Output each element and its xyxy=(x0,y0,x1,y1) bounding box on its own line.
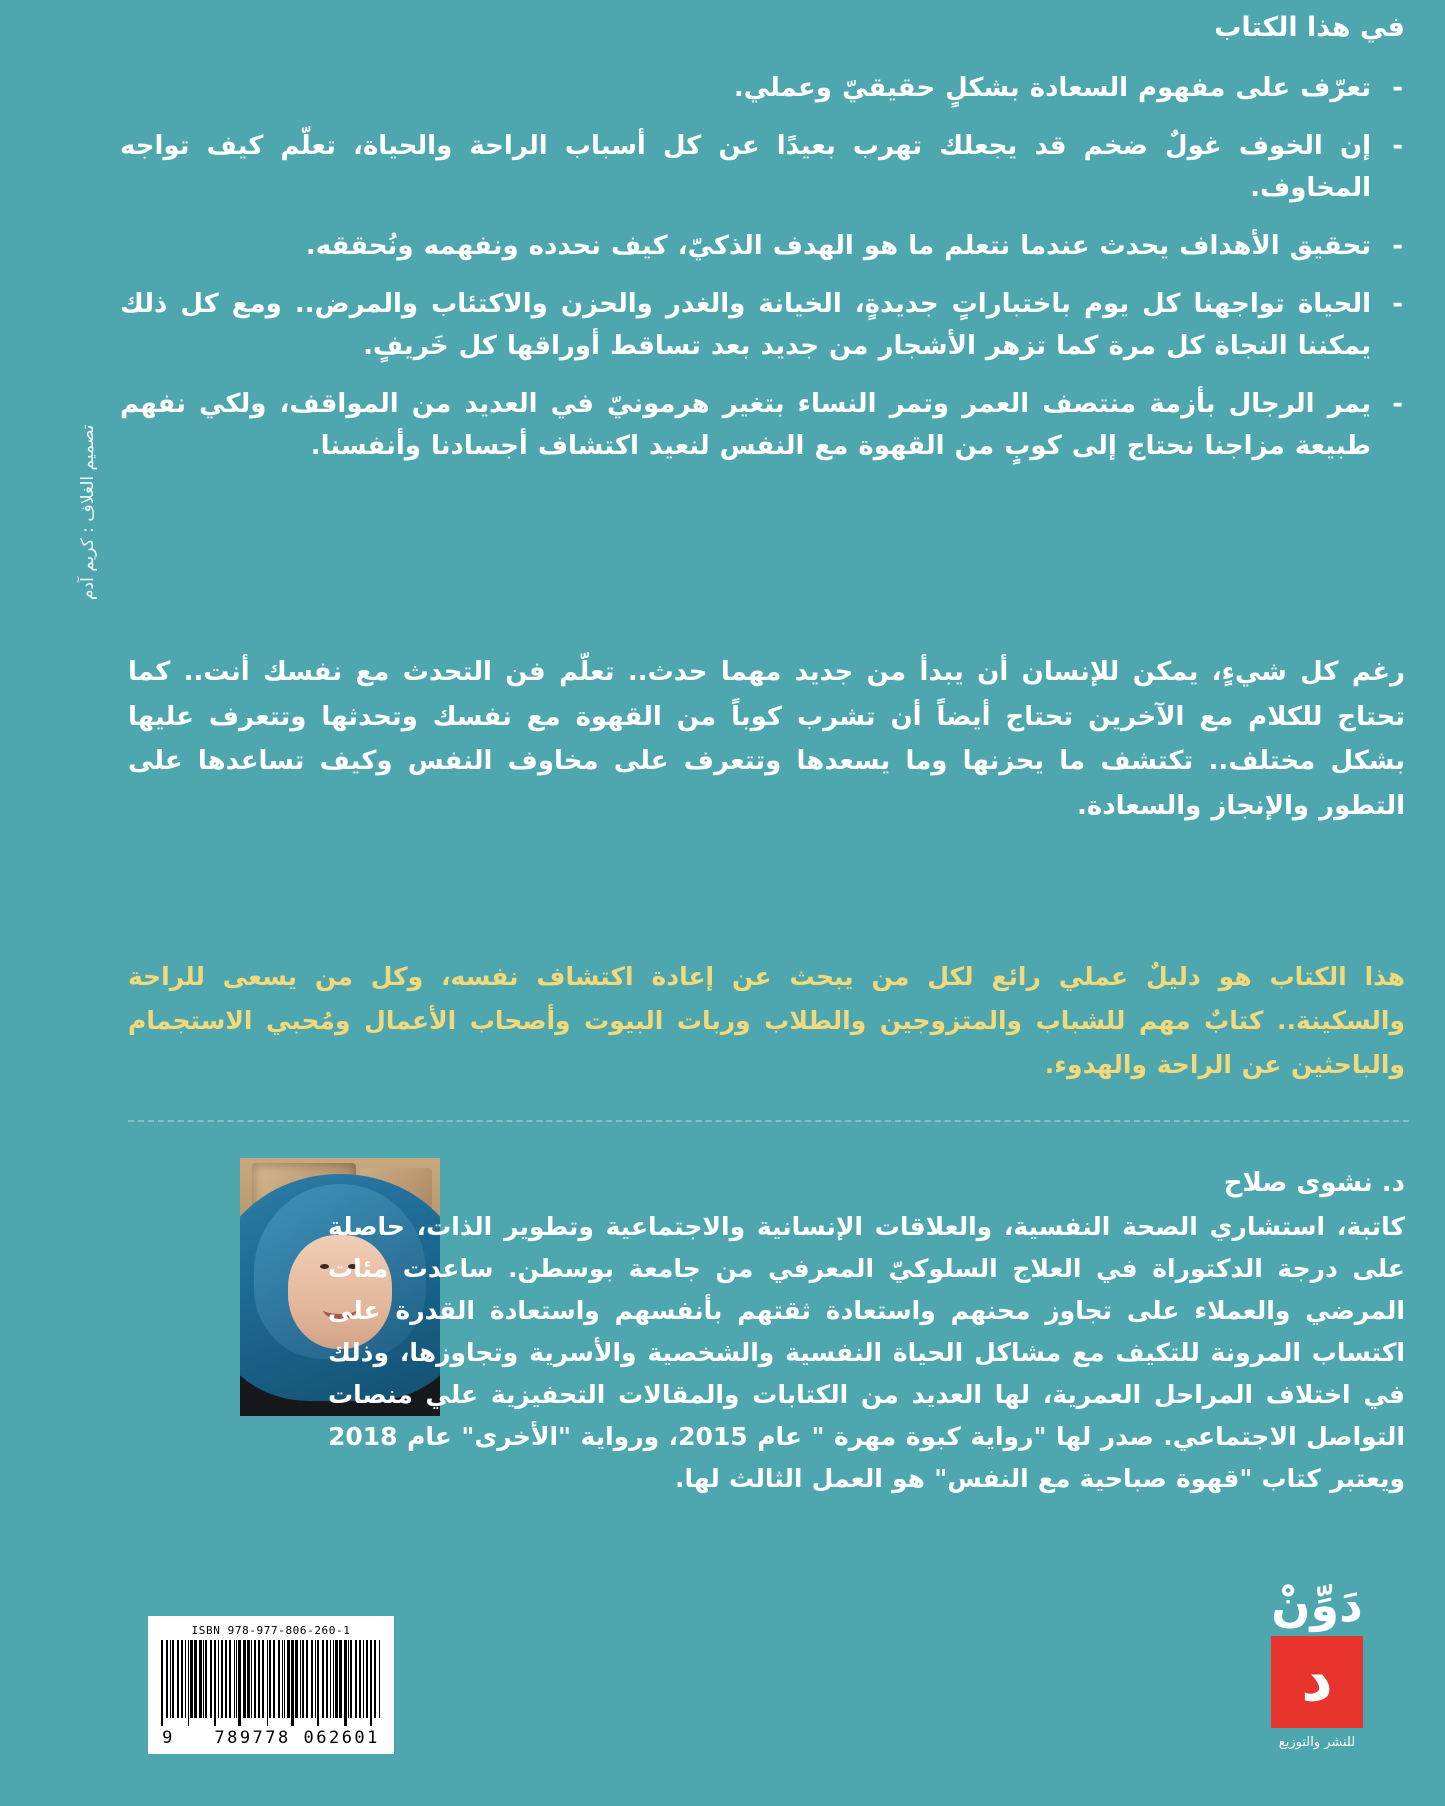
bullet-text: تعرّف على مفهوم السعادة بشكلٍ حقيقيّ وعملي. xyxy=(733,72,1371,103)
cover-designer-credit: تصميم الغلاف : كريم آدم xyxy=(78,424,98,600)
bullet-text: يمر الرجال بأزمة منتصف العمر وتمر النساء بتغير هرمونيّ في العديد من المواقف، ولكي نفهم طبيعة مزاجنا نحتاج إلى كوبٍ من القهوة مع النفس لنعيد اكتشاف أجسادنا وأنفسنا. xyxy=(120,389,1371,462)
publisher-logo xyxy=(1237,1578,1397,1750)
publisher-mark-icon xyxy=(1271,1636,1363,1728)
section-divider xyxy=(128,1120,1409,1124)
barcode-digit-left: 9 xyxy=(162,1728,175,1748)
bio-photo-wrap-spacer xyxy=(128,1206,328,1424)
bullet-text: إن الخوف غولٌ ضخم قد يجعلك تهرب بعيدًا عن كل أسباب الراحة والحياة، تعلّم كيف تواجه المخاوف. xyxy=(120,130,1371,203)
barcode-bars-icon xyxy=(158,1640,384,1726)
isbn-barcode xyxy=(148,1616,394,1754)
publisher-name: دَوِّنْ xyxy=(1271,1578,1363,1632)
highlight-paragraph: هذا الكتاب هو دليلٌ عملي رائع لكل من يبحث عن إعادة اكتشاف نفسه، وكل من يسعى للراحة والسكينة.. كتابٌ مهم للشباب والمتزوجين والطلاب وربات البيوت وأصحاب الأعمال ومُحبي الاستجمام والباحثين عن الراحة والهدوء. xyxy=(128,962,1405,1079)
publisher-tagline: للنشر والتوزيع xyxy=(1278,1735,1356,1750)
bullet-dash: - xyxy=(1392,389,1403,420)
list-item xyxy=(120,225,1405,267)
list-item xyxy=(120,283,1405,367)
list-item xyxy=(120,125,1405,209)
bullet-text: تحقيق الأهداف يحدث عندما نتعلم ما هو الهدف الذكيّ، كيف نحدده ونفهمه ونُحققه. xyxy=(305,230,1371,261)
barcode-digit-main: 789778 062601 xyxy=(214,1728,380,1748)
author-biography xyxy=(128,1206,1405,1500)
barcode-digits xyxy=(158,1728,384,1748)
bullet-dash: - xyxy=(1392,230,1403,261)
bullet-text: الحياة تواجهنا كل يوم باختباراتٍ جديدةٍ، الخيانة والغدر والحزن والاكتئاب والمرض.. ومع كل ذلك يمكننا النجاة كل مرة كما تزهر الأشجار من جديد بعد تساقط أوراقها كل خَريفٍ. xyxy=(120,288,1371,362)
bullet-dash: - xyxy=(1392,288,1403,319)
bullet-dash: - xyxy=(1392,72,1403,103)
publisher-mark-glyph: د xyxy=(1301,1642,1333,1715)
list-item xyxy=(120,383,1405,467)
bullet-dash: - xyxy=(1392,130,1403,161)
in-this-book-section xyxy=(120,8,1405,483)
isbn-label: ISBN 978-977-806-260-1 xyxy=(191,1624,351,1637)
feature-bullet-list xyxy=(120,67,1405,468)
list-item xyxy=(120,67,1405,109)
author-name: د. نشوى صلاح xyxy=(1223,1168,1405,1198)
main-description-paragraph: رغم كل شيءٍ، يمكن للإنسان أن يبدأ من جديد مهما حدث.. تعلّم فن التحدث مع نفسك أنت.. كما تحتاج للكلام مع الآخرين تحتاج أيضاً أن تشرب كوباً من القهوة مع نفسك وتحدثها وتتعرف عليها بشكل مختلف.. تكتشف ما يحزنها وما يسعدها وتتعرف على مخاوف النفس وكيف تساعدها على التطور والإنجاز والسعادة. xyxy=(128,657,1405,822)
author-bio-text: كاتبة، استشاري الصحة النفسية، والعلاقات الإنسانية والاجتماعية وتطوير الذات، حاصلة على درجة الدكتوراة في العلاج السلوكيّ المعرفي من جامعة بوسطن. ساعدت مئات المرضي والعملاء على تجاوز محنهم واستعادة ثقتهم بأنفسهم واستعادة القدرة على اكتساب المرونة للتكيف مع مشاكل الحياة النفسية والشخصية والأسرية وتجاوزها، وذلك في اختلاف المراحل العمرية، لها العديد من الكتابات والمقالات التحفيزية علي منصات التواصل الاجتماعي. صدر لها "رواية كبوة مهرة " عام 2015، ورواية "الأخرى" عام 2018 ويعتبر كتاب "قهوة صباحية مع النفس" هو العمل الثالث لها. xyxy=(328,1212,1405,1493)
in-this-book-title: في هذا الكتاب xyxy=(1214,12,1405,43)
